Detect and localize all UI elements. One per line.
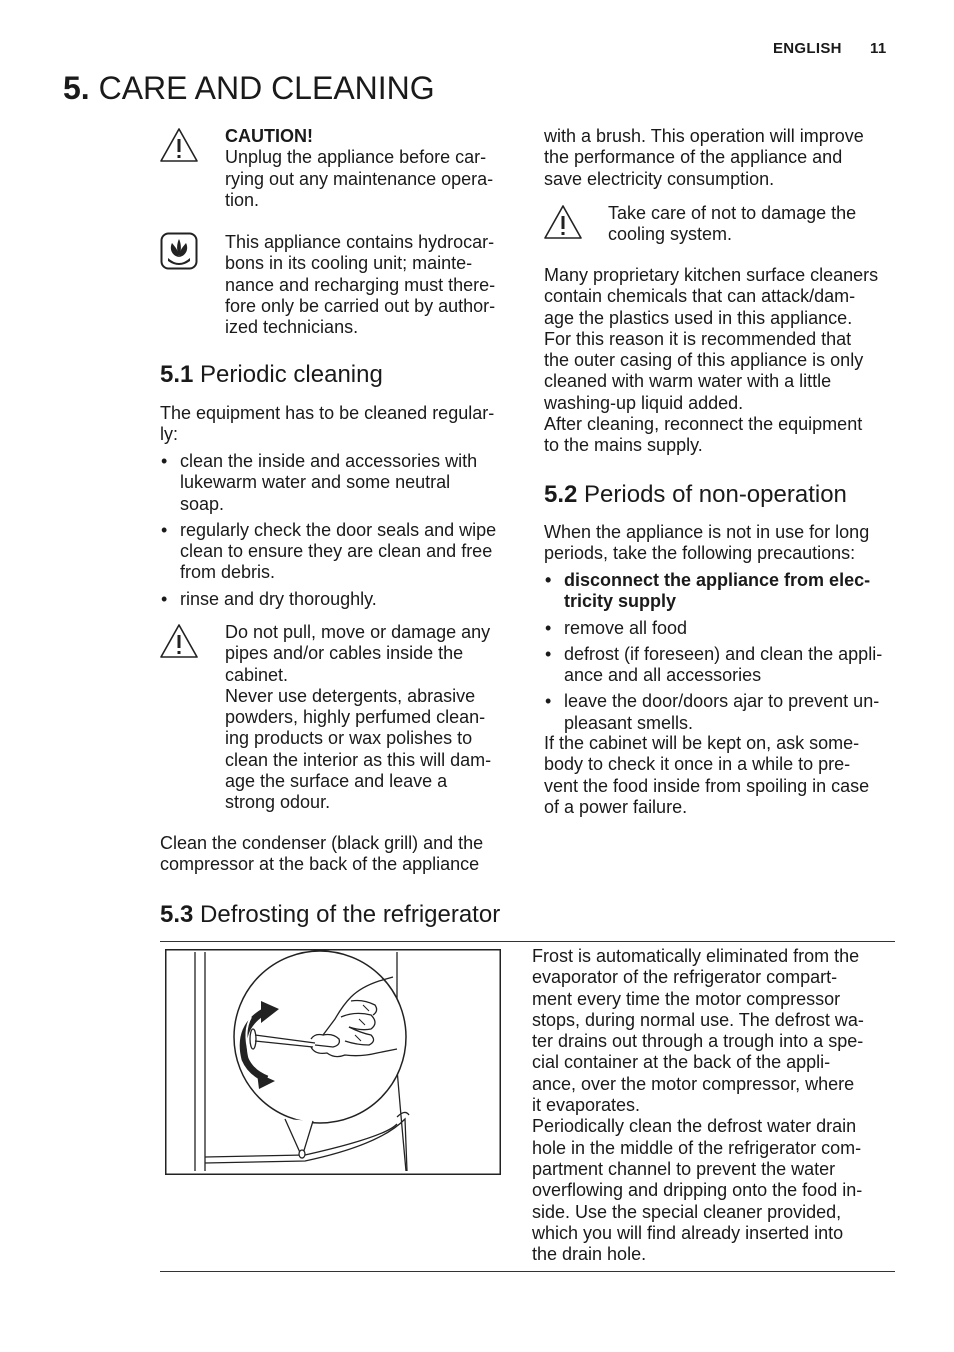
list-item-line: • remove all food [564, 617, 688, 638]
section-5-2-outro [544, 733, 869, 818]
outro-line: of a power failure. [544, 796, 688, 817]
section-title: Defrosting of the refrigerator [200, 901, 501, 928]
cleaners-line: washing-up liquid added. [544, 392, 744, 413]
condenser-line: compressor at the back of the appliance [160, 854, 480, 875]
list-item-line: ance and all accessories [564, 665, 762, 686]
warning-line: Do not pull, move or damage any [225, 622, 491, 642]
hydrocarbon-box [225, 232, 525, 338]
cooling-warning-box [608, 203, 856, 246]
list-item [545, 644, 882, 687]
chapter-number: 5. [63, 70, 90, 106]
outro-line: If the cabinet will be kept on, ask some- [544, 733, 860, 753]
defrost-line: the drain hole. [532, 1244, 647, 1265]
list-item-line: soap. [180, 493, 225, 514]
hydrocarbon-line: bons in its cooling unit; mainte- [225, 253, 473, 274]
section-title: Periodic cleaning [200, 361, 383, 388]
defrost-line: Periodically clean the defrost water drain [532, 1116, 857, 1137]
continuation-line: the performance of the appliance and [544, 147, 843, 168]
caution-line: Unplug the appliance before car- [225, 147, 487, 168]
caution-line: tion. [225, 189, 260, 210]
section-5-3-text [532, 946, 864, 1265]
continuation-line: save electricity consumption. [544, 168, 775, 189]
defrost-line: evaporator of the refrigerator compart- [532, 967, 838, 988]
table-top-rule [160, 941, 895, 942]
outro-line: vent the food inside from spoiling in case [544, 775, 870, 796]
hydrocarbon-line: fore only be carried out by author- [225, 295, 496, 316]
warning-line: pipes and/or cables inside the [225, 643, 464, 664]
hydrocarbon-line: This appliance contains hydrocar- [225, 232, 495, 252]
list-item-line: from debris. [180, 562, 276, 583]
section-number: 5.3 [160, 901, 194, 928]
defrost-line: Frost is automatically eliminated from the [532, 946, 860, 966]
list-item-line: • rinse and dry thoroughly. [180, 588, 377, 609]
defrost-line: it evaporates. [532, 1095, 641, 1116]
condenser-paragraph [160, 833, 483, 876]
intro-line: periods, take the following precautions: [544, 543, 856, 564]
continuation-line: with a brush. This operation will improve [544, 126, 864, 146]
list-item-line: lukewarm water and some neutral [180, 472, 451, 493]
section-5-1-heading [160, 360, 383, 390]
defrost-line: ance, over the motor compressor, where [532, 1073, 855, 1094]
defrost-line: stops, during normal use. The defrost wa- [532, 1009, 864, 1030]
list-item [545, 570, 882, 613]
condenser-line: Clean the condenser (black grill) and the [160, 833, 484, 853]
section-5-2-intro [544, 522, 869, 565]
cleaners-line: After cleaning, reconnect the equipment [544, 414, 863, 435]
defrost-line: ment every time the motor compressor [532, 988, 841, 1009]
warning-line: Never use detergents, abrasive [225, 685, 476, 706]
warning-line: ing products or wax polishes to [225, 728, 473, 749]
caution-title: CAUTION! [225, 126, 313, 146]
cleaners-line: For this reason it is recommended that [544, 328, 852, 349]
cleaners-line: to the mains supply. [544, 435, 703, 456]
cooling-warning-line: cooling system. [608, 224, 733, 245]
caution-box [225, 126, 515, 211]
page-number: 11 [870, 40, 887, 57]
list-item-line: clean to ensure they are clean and free [180, 541, 493, 562]
defrost-drain-illustration [165, 949, 501, 1175]
list-item [545, 618, 882, 639]
section-5-2-heading [544, 480, 847, 510]
section-5-1-intro [160, 403, 494, 446]
header-language: ENGLISH [773, 40, 842, 57]
cleaners-line: cleaned with warm water with a little [544, 371, 832, 392]
cleaners-paragraph [544, 265, 878, 457]
table-bottom-rule [160, 1271, 895, 1272]
intro-line: When the appliance is not in use for long [544, 522, 870, 542]
cleaners-line: age the plastics used in this appliance. [544, 307, 853, 328]
outro-line: body to check it once in a while to pre- [544, 754, 851, 775]
list-item-line: pleasant smells. [564, 712, 694, 733]
warning-line: strong odour. [225, 792, 331, 813]
defrost-line: side. Use the special cleaner provided, [532, 1201, 842, 1222]
cleaning-warning-box [225, 622, 525, 814]
section-5-2-bullets [545, 570, 882, 734]
section-number: 5.2 [544, 481, 578, 508]
hydrocarbon-line: ized technicians. [225, 317, 359, 338]
list-item-line: • leave the door/doors ajar to prevent un- [564, 691, 880, 712]
hydrocarbon-line: nance and recharging must there- [225, 274, 496, 295]
list-item [161, 520, 496, 584]
section-5-1-bullets [161, 451, 496, 615]
warning-line: age the surface and leave a [225, 771, 448, 792]
list-item [161, 589, 496, 610]
list-item [161, 451, 496, 515]
list-item-line: tricity supply [564, 591, 677, 612]
defrost-line: overflowing and dripping onto the food in- [532, 1180, 863, 1201]
cooling-warning-line: Take care of not to damage the [608, 203, 857, 223]
section-5-3-heading [160, 900, 500, 930]
cleaners-line: contain chemicals that can attack/dam- [544, 286, 856, 307]
defrost-line: which you will find already inserted into [532, 1222, 844, 1243]
warning-line: clean the interior as this will dam- [225, 749, 492, 770]
list-item-line: • regularly check the door seals and wipe [180, 519, 497, 540]
defrost-line: ter drains out through a trough into a spe- [532, 1031, 864, 1052]
defrost-line: hole in the middle of the refrigerator com- [532, 1137, 862, 1158]
cleaners-line: the outer casing of this appliance is only [544, 350, 864, 371]
list-item [545, 691, 882, 734]
chapter-title [63, 68, 435, 108]
brush-continuation [544, 126, 864, 190]
caution-line: rying out any maintenance opera- [225, 168, 494, 189]
environment-icon [160, 232, 198, 270]
list-item-line: • defrost (if foreseen) and clean the appli- [564, 643, 883, 664]
warning-triangle-icon [543, 204, 583, 241]
list-item-line: • clean the inside and accessories with [180, 451, 478, 471]
defrost-line: cial container at the back of the appli- [532, 1052, 831, 1073]
section-title: Periods of non-operation [584, 481, 847, 508]
warning-line: cabinet. [225, 664, 289, 685]
intro-line: ly: [160, 424, 178, 445]
warning-triangle-icon [159, 623, 199, 660]
chapter-title-text: CARE AND CLEANING [98, 70, 435, 106]
list-item-line: • disconnect the appliance from elec- [564, 570, 871, 590]
warning-triangle-icon [159, 127, 199, 164]
cleaners-line: Many proprietary kitchen surface cleaners [544, 265, 879, 285]
section-number: 5.1 [160, 361, 194, 388]
intro-line: The equipment has to be cleaned regular- [160, 403, 495, 423]
warning-line: powders, highly perfumed clean- [225, 707, 486, 728]
defrost-line: partment channel to prevent the water [532, 1158, 836, 1179]
